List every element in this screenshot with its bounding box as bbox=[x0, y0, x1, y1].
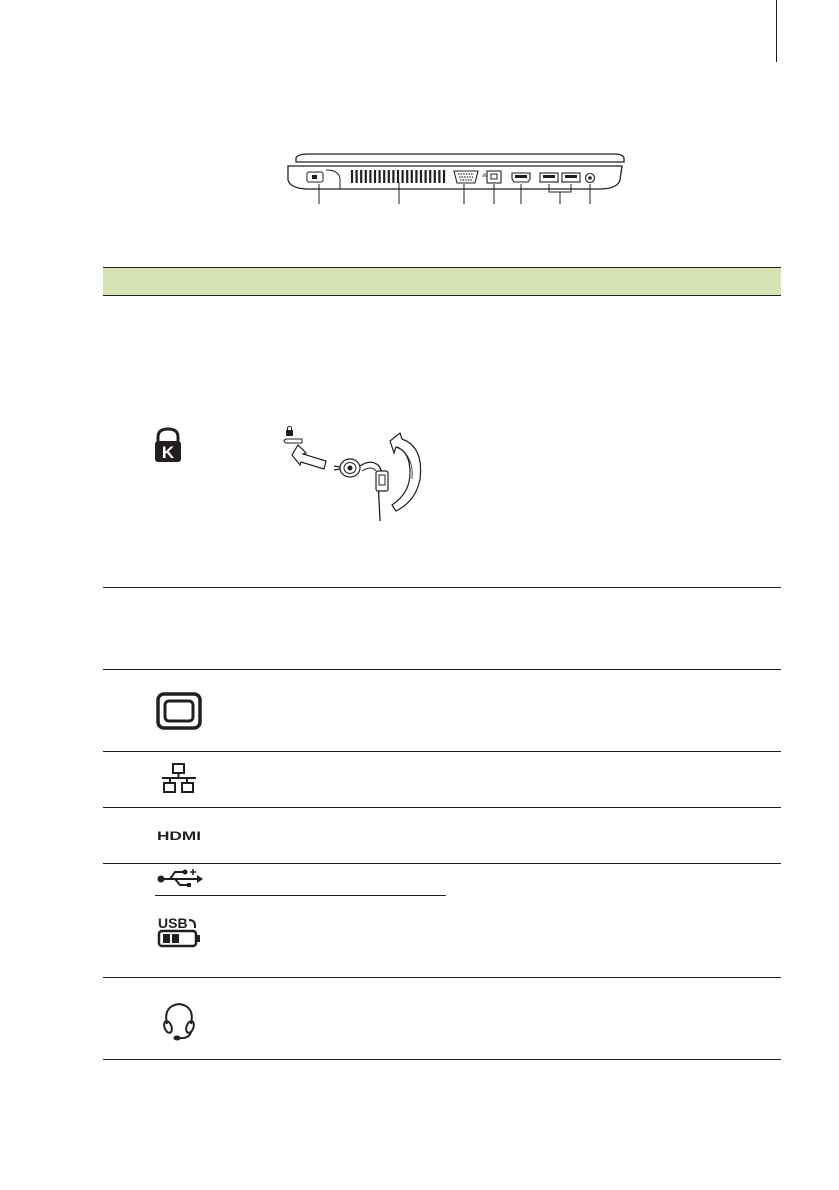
table-header-row bbox=[103, 267, 781, 296]
external-display-port-icon bbox=[153, 691, 205, 731]
svg-text:⁂: ⁂ bbox=[482, 173, 487, 179]
usb-icon bbox=[153, 866, 205, 890]
port-table bbox=[103, 267, 781, 1060]
hdmi-icon bbox=[153, 826, 205, 846]
svg-text:USB: USB bbox=[158, 915, 188, 931]
headset-icon bbox=[153, 1000, 205, 1042]
usb-sub-divider bbox=[155, 895, 446, 896]
table-row-headset bbox=[103, 978, 781, 1060]
page-edge-marker bbox=[776, 0, 777, 62]
table-row-lock bbox=[103, 296, 781, 588]
usb-power-off-charging-icon bbox=[153, 914, 205, 954]
table-row-ethernet bbox=[103, 752, 781, 808]
table-row-ventilation bbox=[103, 588, 781, 670]
table-row-external-display bbox=[103, 670, 781, 752]
svg-text:K: K bbox=[161, 443, 175, 462]
svg-text:HDMI: HDMI bbox=[157, 829, 201, 843]
laptop-side-view bbox=[282, 152, 627, 214]
lock-cable-illustration bbox=[278, 421, 438, 521]
table-row-usb bbox=[103, 864, 781, 978]
table-row-hdmi bbox=[103, 808, 781, 864]
ethernet-network-icon bbox=[153, 762, 205, 796]
kensington-lock-icon bbox=[153, 427, 183, 463]
